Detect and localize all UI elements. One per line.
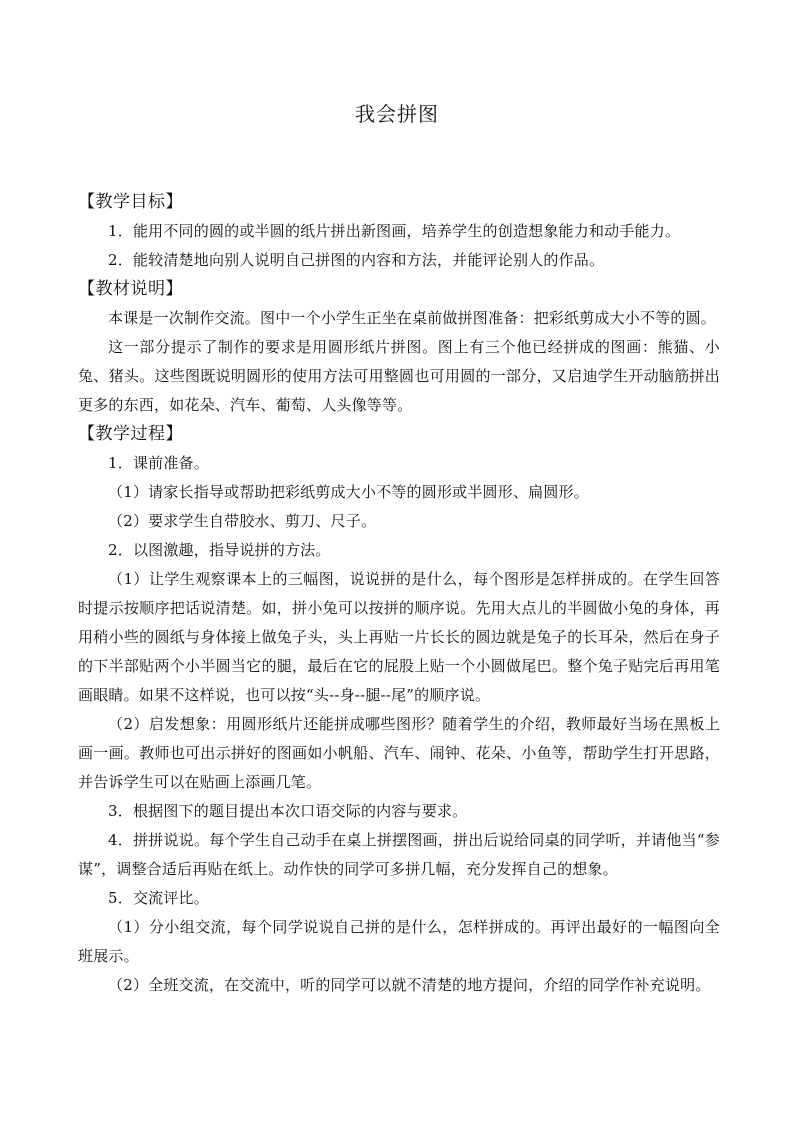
process-paragraph: （1）请家长指导或帮助把彩纸剪成大小不等的圆形或半圆形、扁圆形。: [108, 483, 589, 501]
process-paragraph: （2）全班交流，在交流中，听的同学可以就不清楚的地方提问，介绍的同学作补充说明。: [108, 976, 711, 994]
document-body: [78, 188, 720, 1000]
process-paragraph: （2）要求学生自带胶水、剪刀、尺子。: [108, 512, 377, 530]
section-heading-material: 【教材说明】: [78, 279, 183, 299]
document-title: 我会拼图: [355, 102, 439, 126]
goal-item: 1．能用不同的圆的或半圆的纸片拼出新图画，培养学生的创造想象能力和动手能力。: [108, 222, 681, 240]
goal-item: 2．能较清楚地向别人说明自己拼图的内容和方法，并能评论别人的作品。: [108, 251, 605, 269]
material-paragraph: 这一部分提示了制作的要求是用圆形纸片拼图。图上有三个他已经拼成的图画：熊猫、小兔、猪头。这些图既说明圆形的使用方法可用整圆也可用圆的一部分，又启迪学生开动脑筋拼出更多的东西，如花朵、汽车、葡萄、人头像等等。: [78, 338, 720, 414]
process-paragraph: 4．拼拼说说。每个学生自己动手在桌上拼摆图画，拼出后说给同桌的同学听，并请他当“参谋”，调整合适后再贴在纸上。动作快的同学可多拼几幅，充分发挥自己的想象。: [78, 831, 720, 878]
section-heading-goals: 【教学目标】: [78, 192, 183, 212]
process-paragraph: （1）让学生观察课本上的三幅图，说说拼的是什么，每个图形是怎样拼成的。在学生回答时提示按顺序把话说清楚。如，拼小兔可以按拼的顺序说。先用大点儿的半圆做小兔的身体，再用稍小些的圆纸与身体接上做兔子头，头上再贴一片长长的圆边就是兔子的长耳朵，然后在身子的下半部贴两个小半圆当它的腿，最后在它的屁股上贴一个小圆做尾巴。整个兔子贴完后再用笔画眼睛。如果不这样说，也可以按“头--身--腿--尾”的顺序说。: [78, 570, 720, 704]
process-paragraph: （1）分小组交流，每个同学说说自己拼的是什么，怎样拼成的。再评出最好的一幅图向全班展示。: [78, 918, 720, 965]
process-paragraph: 5．交流评比。: [108, 889, 209, 907]
process-paragraph: 2．以图激趣，指导说拼的方法。: [108, 541, 331, 559]
material-paragraph: 本课是一次制作交流。图中一个小学生正坐在桌前做拼图准备：把彩纸剪成大小不等的圆。: [108, 309, 717, 327]
process-paragraph: 3．根据图下的题目提出本次口语交际的内容与要求。: [108, 802, 468, 820]
process-paragraph: （2）启发想象：用圆形纸片还能拼成哪些图形？随着学生的介绍，教师最好当场在黑板上画一画。教师也可出示拼好的图画如小帆船、汽车、闹钟、花朵、小鱼等，帮助学生打开思路，并告诉学生可以在贴画上添画几笔。: [78, 715, 720, 791]
section-heading-process: 【教学过程】: [78, 424, 183, 444]
process-paragraph: 1．课前准备。: [108, 454, 209, 472]
